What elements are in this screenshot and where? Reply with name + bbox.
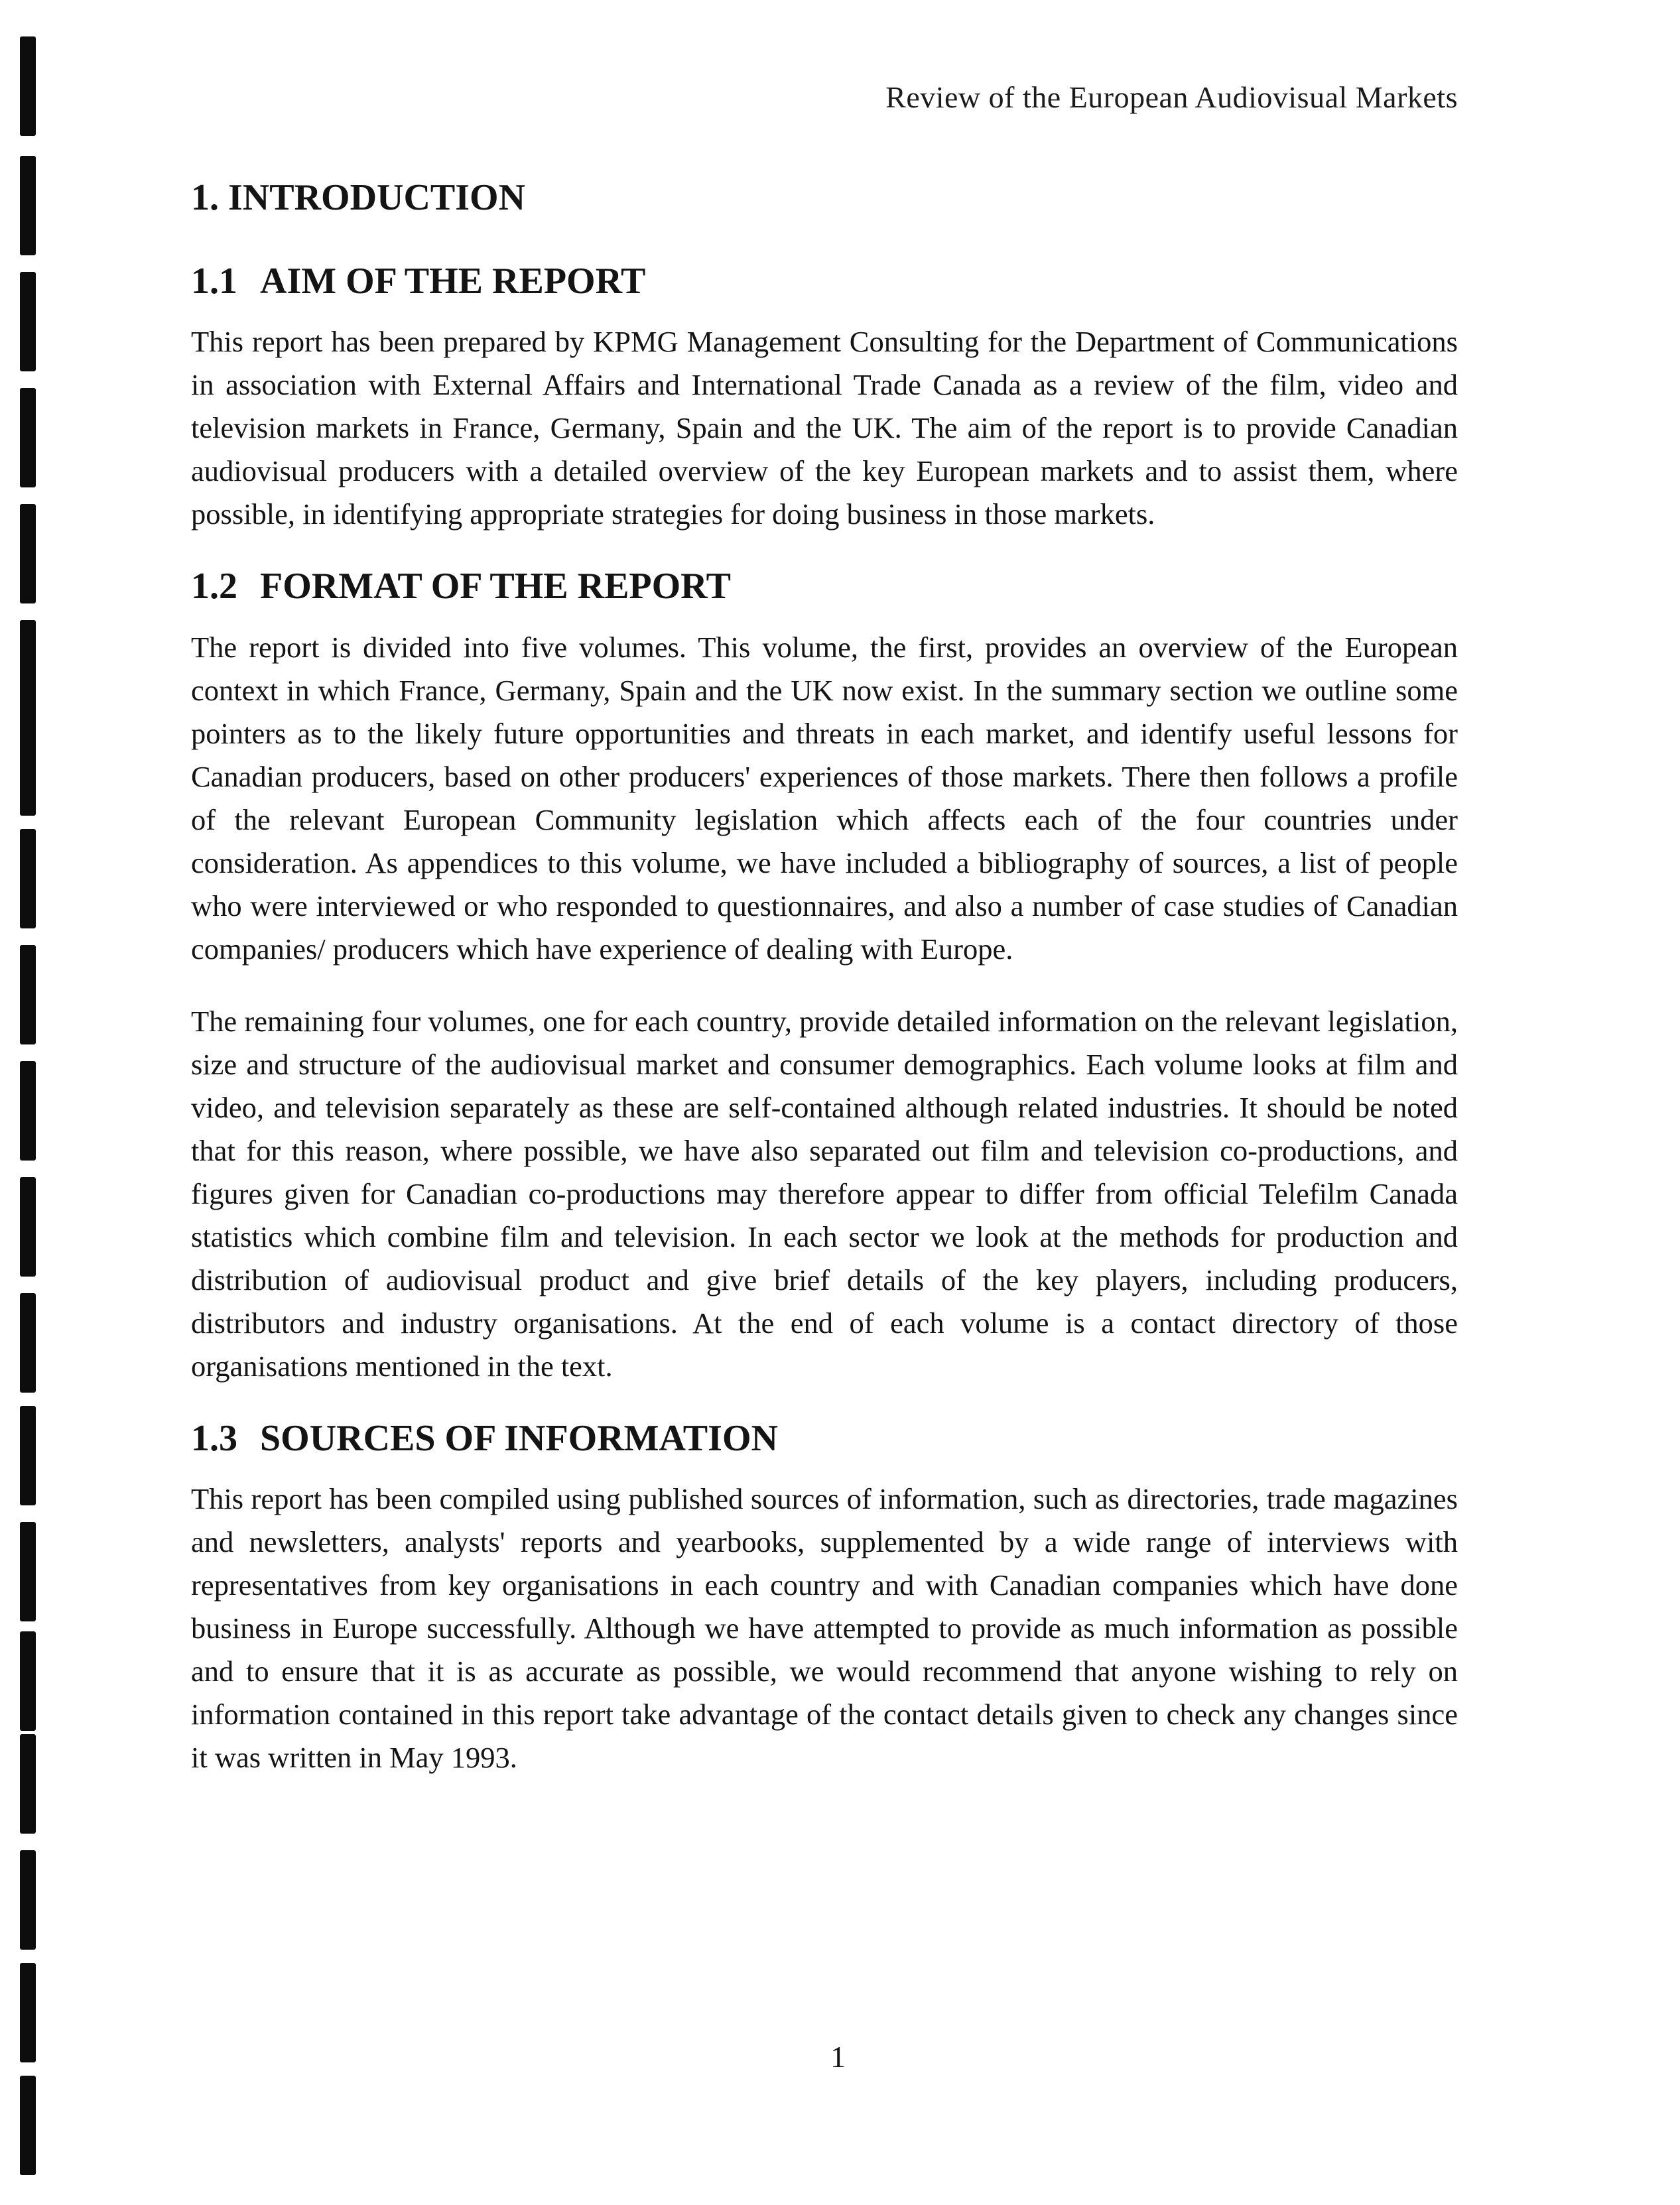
- punch-mark: [20, 945, 36, 1044]
- section-number: 1.2: [191, 566, 237, 607]
- paragraph: This report has been prepared by KPMG Management Consulting for the Department of Communications in association with External Affairs and International Trade Canada as a review of the film, video and television markets in France, Germany, Spain and the UK. The aim of the report is to provide Canadian audiovisual producers with a detailed overview of the key European markets and to assist them, where possible, in identifying appropriate strategies for doing business in those markets.: [191, 325, 1458, 531]
- punch-mark: [20, 1850, 36, 1950]
- section-title: SOURCES OF INFORMATION: [260, 1417, 778, 1459]
- section-title: AIM OF THE REPORT: [260, 260, 646, 302]
- punch-mark: [20, 1522, 36, 1621]
- punch-mark: [20, 1406, 36, 1505]
- punch-mark: [20, 388, 36, 487]
- punch-mark: [20, 1631, 36, 1731]
- punch-mark: [20, 504, 36, 603]
- punch-mark: [20, 156, 36, 255]
- section-number: 1.3: [191, 1417, 237, 1459]
- punch-mark: [20, 1177, 36, 1277]
- punch-mark: [20, 829, 36, 928]
- section-format: [191, 566, 1458, 1388]
- punch-mark: [20, 36, 36, 136]
- paragraph: This report has been compiled using published sources of information, such as directories, trade magazines and newsletters, analysts' reports and yearbooks, supplemented by a wide range of interviews with representatives from key organisations in each country and with Canadian companies which have done business in Europe successfully. Although we have attempted to provide as much information as possible and to ensure that it is as accurate as possible, we would recommend that anyone wishing to rely on information contained in this report take advantage of the contact details given to check any changes since it was written in May 1993.: [191, 1482, 1458, 1775]
- section-sources: [191, 1418, 1458, 1780]
- paragraph: The remaining four volumes, one for each country, provide detailed information on the relevant legislation, size and structure of the audiovisual market and consumer demographics. Each volume looks at film and video, and television separately as these are self-contained although related industries. It should be noted that for this reason, where possible, we have also separated out film and television co-productions, and figures given for Canadian co-productions may therefore appear to differ from official Telefilm Canada statistics which combine film and television. In each sector we look at the methods for production and distribution of audiovisual product and give brief details of the key players, including producers, distributors and industry organisations. At the end of each volume is a contact directory of those organisations mentioned in the text.: [191, 1004, 1458, 1383]
- section-number: 1.1: [191, 260, 237, 302]
- running-header: Review of the European Audiovisual Markets: [885, 80, 1458, 114]
- punch-mark: [20, 1293, 36, 1393]
- punch-mark: [20, 2076, 36, 2175]
- punch-mark: [20, 620, 36, 720]
- section-title: FORMAT OF THE REPORT: [260, 566, 732, 607]
- section-heading: [191, 261, 1458, 302]
- section-heading: [191, 566, 1458, 607]
- punch-mark: [20, 1061, 36, 1161]
- punch-mark: [20, 1734, 36, 1834]
- document-body: [191, 178, 1458, 1808]
- punch-mark: [20, 1963, 36, 2062]
- punch-mark: [20, 716, 36, 816]
- section-aim: [191, 261, 1458, 536]
- section-heading: [191, 1418, 1458, 1460]
- chapter-title: 1. INTRODUCTION: [191, 177, 526, 218]
- paragraph: The report is divided into five volumes. This volume, the first, provides an overview of the European context in which France, Germany, Spain and the UK now exist. In the summary section we outline some pointers as to the likely future opportunities and threats in each market, and identify useful lessons for Canadian producers, based on other producers' experiences of those markets. There then follows a profile of the relevant European Community legislation which affects each of the four countries under consideration. As appendices to this volume, we have included a bibliography of sources, a list of people who were interviewed or who responded to questionnaires, and also a number of case studies of Canadian companies/ producers which have experience of dealing with Europe.: [191, 630, 1458, 966]
- punch-mark: [20, 272, 36, 371]
- page-number: 1: [830, 2040, 846, 2074]
